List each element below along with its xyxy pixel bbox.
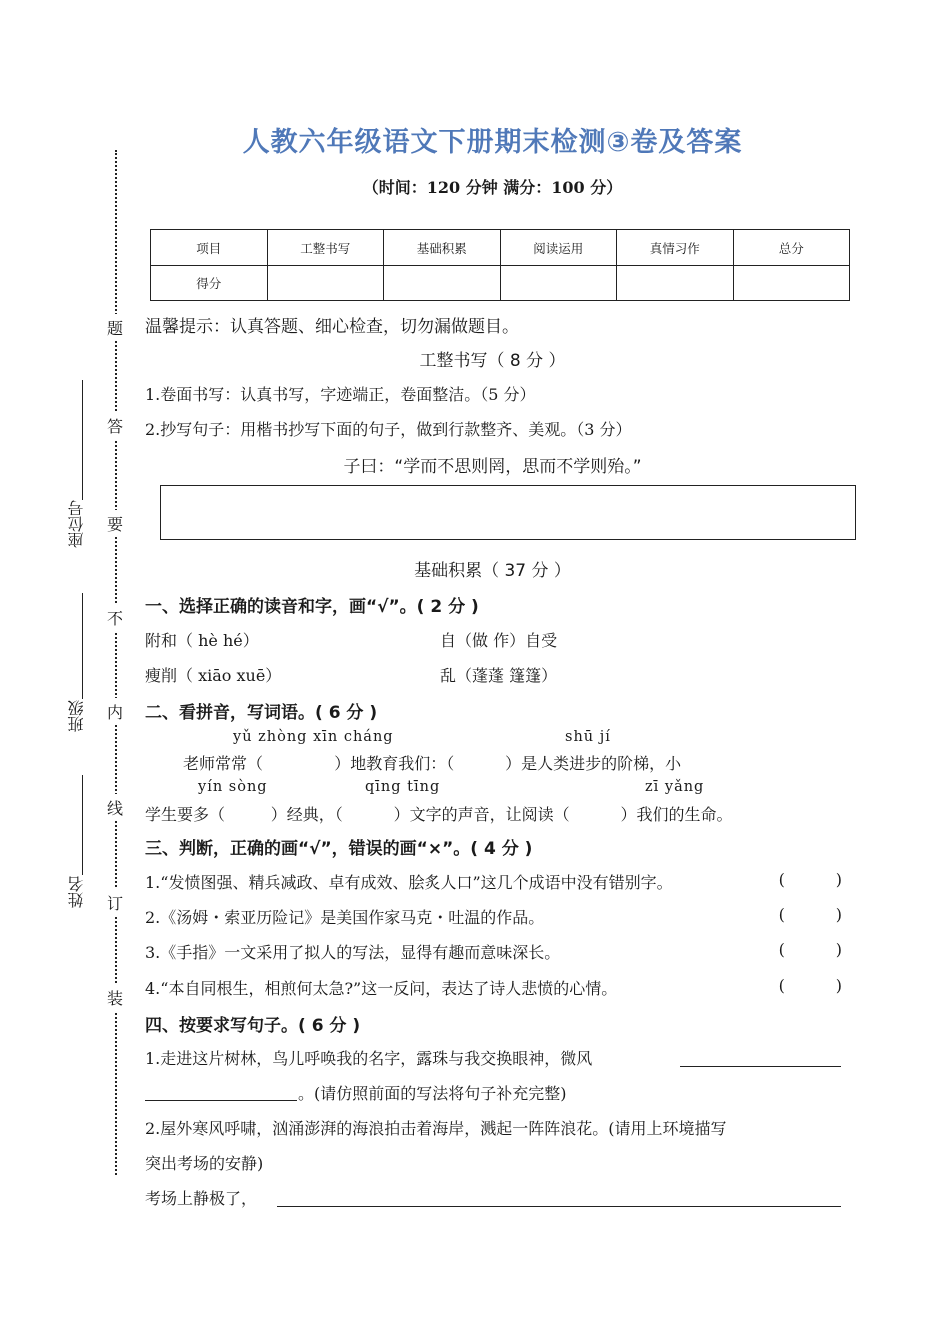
judge-answer-3[interactable]: ( ) (778, 940, 842, 959)
pinyin-1: yǔ zhòng xīn cháng (233, 729, 394, 745)
binding-char: 要 (107, 510, 123, 537)
table-header-cell: 阅读运用 (500, 230, 617, 266)
binding-char: 线 (107, 794, 123, 821)
score-table (150, 229, 850, 301)
question-1-title: 一、选择正确的读音和字，画“√”。( 2 分 ) (145, 597, 479, 617)
table-header-cell: 总分 (733, 230, 850, 266)
handwriting-item-1: 1.卷面书写：认真书写，字迹端正，卷面整洁。（5 分） (145, 385, 536, 404)
pinyin-5: zī yǎng (645, 779, 705, 795)
binding-char: 题 (107, 314, 123, 341)
table-header-cell: 基础积累 (384, 230, 501, 266)
table-header-cell: 工整书写 (267, 230, 384, 266)
class-label: 班级 (67, 700, 86, 732)
exam-time-score: （时间：120 分钟 满分：100 分） (362, 178, 623, 197)
page-title: 人教六年级语文下册期末检测③卷及答案 (242, 127, 743, 158)
section-heading-handwriting: 工整书写（ 8 分 ） (419, 351, 566, 371)
question-3-title: 三、判断，正确的画“√”，错误的画“×”。( 4 分 ) (145, 839, 533, 859)
binding-char: 装 (107, 984, 123, 1011)
answer-blank-2[interactable] (277, 1206, 841, 1207)
sentence-item-2-lead: 考场上静极了， (145, 1189, 258, 1208)
pinyin-2: shū jí (565, 729, 611, 745)
name-label: 姓名 (67, 876, 86, 908)
copy-writing-box[interactable] (160, 485, 856, 540)
sentence-item-2-instruction: 突出考场的安静) (145, 1154, 264, 1173)
binding-char: 订 (107, 889, 123, 916)
judge-answer-2[interactable]: ( ) (778, 905, 842, 924)
q1-option-c[interactable]: 瘦削（ xiāo xuē） (145, 666, 282, 685)
score-cell[interactable] (617, 266, 734, 301)
score-cell[interactable] (384, 266, 501, 301)
pinyin-3: yín sòng (198, 779, 268, 795)
score-cell[interactable] (733, 266, 850, 301)
judge-answer-4[interactable]: ( ) (778, 976, 842, 995)
answer-blank-1b[interactable] (145, 1100, 297, 1101)
judge-item-3: 3.《手指》一文采用了拟人的写法，显得有趣而意味深长。 (145, 943, 561, 962)
pinyin-4: qīng tīng (365, 779, 441, 795)
q1-option-a[interactable]: 附和（ hè hé） (145, 631, 259, 650)
table-row-label: 得分 (151, 266, 268, 301)
judge-item-1: 1.“发愤图强、精兵减政、卓有成效、脍炙人口”这几个成语中没有错别字。 (145, 873, 673, 892)
handwriting-item-2: 2.抄写句子：用楷书抄写下面的句子，做到行款整齐、美观。（3 分） (145, 420, 632, 439)
question-4-title: 四、按要求写句子。( 6 分 ) (145, 1016, 361, 1036)
sentence-item-2-prompt: 2.屋外寒风呼啸，汹涌澎湃的海浪拍击着海岸，溅起一阵阵浪花。(请用上环境描写 (145, 1119, 727, 1138)
score-cell[interactable] (500, 266, 617, 301)
seat-number-label: 座位号 (67, 500, 86, 548)
warm-tip: 温馨提示：认真答题、细心检查，切勿漏做题目。 (145, 317, 519, 337)
copy-quote: 子曰：“学而不思则罔，思而不学则殆。” (343, 457, 642, 477)
judge-item-2: 2.《汤姆・索亚历险记》是美国作家马克・吐温的作品。 (145, 908, 545, 927)
binding-char: 内 (107, 698, 123, 725)
binding-char: 答 (107, 412, 123, 439)
pinyin-sentence-1: 老师常常（ ）地教育我们：（ ）是人类进步的阶梯，小 (183, 754, 682, 773)
name-line (82, 775, 83, 875)
pinyin-sentence-2: 学生要多（ ）经典，（ ）文字的声音，让阅读（ ）我们的生命。 (145, 805, 733, 824)
score-cell[interactable] (267, 266, 384, 301)
judge-answer-1[interactable]: ( ) (778, 870, 842, 889)
question-2-title: 二、看拼音，写词语。( 6 分 ) (145, 703, 378, 723)
q1-option-d[interactable]: 乱（蓬蓬 篷篷） (440, 666, 558, 685)
seat-number-line (82, 380, 83, 500)
table-header-cell: 项目 (151, 230, 268, 266)
q1-option-b[interactable]: 自（做 作）自受 (440, 631, 558, 650)
binding-dotted-line (115, 150, 117, 1175)
binding-char: 不 (107, 604, 123, 631)
section-heading-basics: 基础积累（ 37 分 ） (414, 561, 571, 581)
sentence-item-1-prompt: 1.走进这片树林，鸟儿呼唤我的名字，露珠与我交换眼神，微风 (145, 1049, 593, 1068)
judge-item-4: 4.“本自同根生，相煎何太急?”这一反问，表达了诗人悲愤的心情。 (145, 979, 618, 998)
table-header-cell: 真情习作 (617, 230, 734, 266)
class-line (82, 593, 83, 699)
sentence-item-1-instruction: 。(请仿照前面的写法将句子补充完整) (298, 1084, 567, 1103)
answer-blank-1a[interactable] (680, 1066, 841, 1067)
